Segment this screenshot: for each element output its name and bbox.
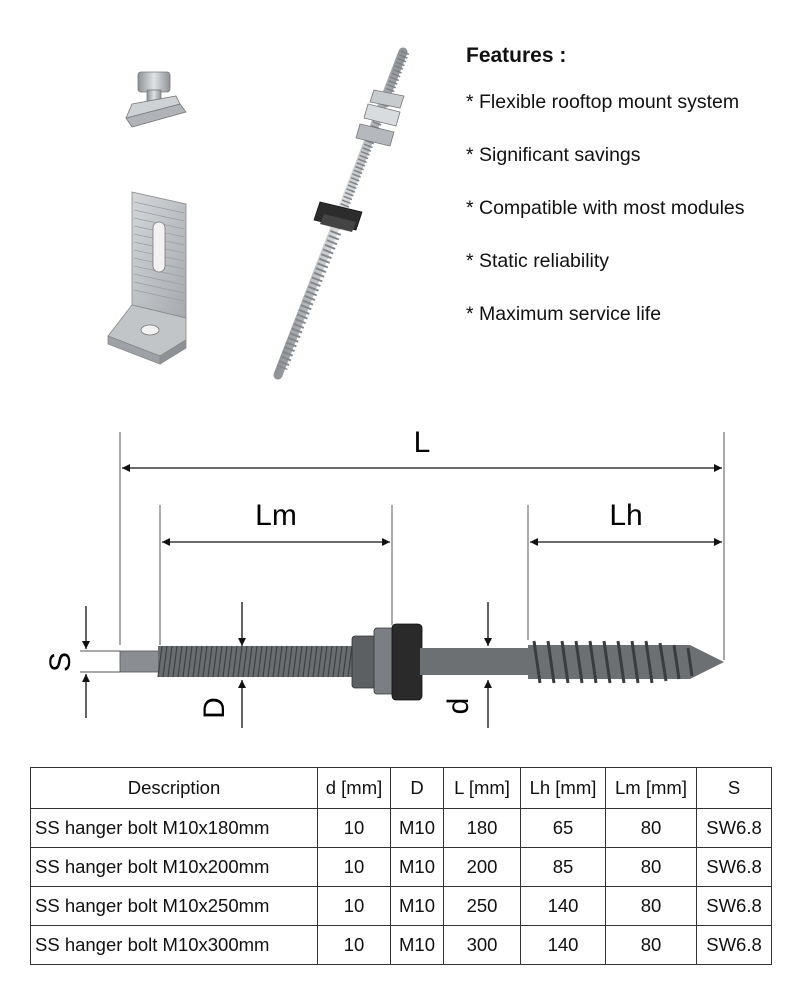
cell-d: 10 bbox=[318, 926, 391, 965]
features-list bbox=[466, 90, 796, 355]
cell-Lh: 65 bbox=[521, 809, 606, 848]
col-header-S: S bbox=[697, 768, 772, 809]
cell-description: SS hanger bolt M10x180mm bbox=[31, 809, 318, 848]
col-header-L: L [mm] bbox=[444, 768, 521, 809]
dimension-diagram bbox=[0, 410, 800, 750]
cell-D: M10 bbox=[391, 809, 444, 848]
label-D: D bbox=[198, 697, 231, 719]
cell-L: 250 bbox=[444, 887, 521, 926]
product-photo bbox=[0, 0, 450, 400]
cell-Lh: 85 bbox=[521, 848, 606, 887]
col-header-Lh: Lh [mm] bbox=[521, 768, 606, 809]
col-header-description: Description bbox=[31, 768, 318, 809]
cell-L: 180 bbox=[444, 809, 521, 848]
feature-item: * Static reliability bbox=[466, 250, 610, 272]
cell-description: SS hanger bolt M10x300mm bbox=[31, 926, 318, 965]
cell-Lm: 80 bbox=[606, 887, 697, 926]
col-header-d: d [mm] bbox=[318, 768, 391, 809]
cell-Lm: 80 bbox=[606, 848, 697, 887]
label-S: S bbox=[44, 651, 77, 673]
cell-Lm: 80 bbox=[606, 809, 697, 848]
feature-item: * Flexible rooftop mount system bbox=[466, 91, 740, 113]
cell-D: M10 bbox=[391, 887, 444, 926]
col-header-D: D bbox=[391, 768, 444, 809]
table-header-row bbox=[31, 768, 772, 809]
table-row bbox=[31, 887, 772, 926]
cell-L: 200 bbox=[444, 848, 521, 887]
t-bolt-clamp-image bbox=[126, 72, 186, 127]
table-row bbox=[31, 809, 772, 848]
cell-description: SS hanger bolt M10x200mm bbox=[31, 848, 318, 887]
table-row bbox=[31, 926, 772, 965]
cell-S: SW6.8 bbox=[697, 848, 772, 887]
col-header-Lm: Lm [mm] bbox=[606, 768, 697, 809]
features-panel bbox=[466, 44, 796, 355]
label-Lm: Lm bbox=[255, 499, 297, 532]
cell-S: SW6.8 bbox=[697, 809, 772, 848]
table-row bbox=[31, 848, 772, 887]
hanger-bolt-image bbox=[278, 52, 405, 375]
feature-item: * Maximum service life bbox=[466, 303, 662, 325]
feature-item: * Compatible with most modules bbox=[466, 197, 745, 219]
feature-item: * Significant savings bbox=[466, 144, 641, 166]
l-bracket-image bbox=[108, 192, 186, 364]
cell-S: SW6.8 bbox=[697, 926, 772, 965]
cell-L: 300 bbox=[444, 926, 521, 965]
label-L: L bbox=[413, 426, 431, 459]
cell-d: 10 bbox=[318, 887, 391, 926]
label-Lh: Lh bbox=[609, 499, 643, 532]
features-title: Features : bbox=[466, 44, 567, 67]
label-d: d bbox=[442, 697, 475, 715]
spec-table bbox=[30, 767, 772, 965]
cell-d: 10 bbox=[318, 809, 391, 848]
cell-Lm: 80 bbox=[606, 926, 697, 965]
cell-S: SW6.8 bbox=[697, 887, 772, 926]
hanger-bolt-drawing bbox=[120, 624, 724, 700]
cell-D: M10 bbox=[391, 848, 444, 887]
cell-description: SS hanger bolt M10x250mm bbox=[31, 887, 318, 926]
cell-Lh: 140 bbox=[521, 926, 606, 965]
cell-d: 10 bbox=[318, 848, 391, 887]
cell-Lh: 140 bbox=[521, 887, 606, 926]
cell-D: M10 bbox=[391, 926, 444, 965]
